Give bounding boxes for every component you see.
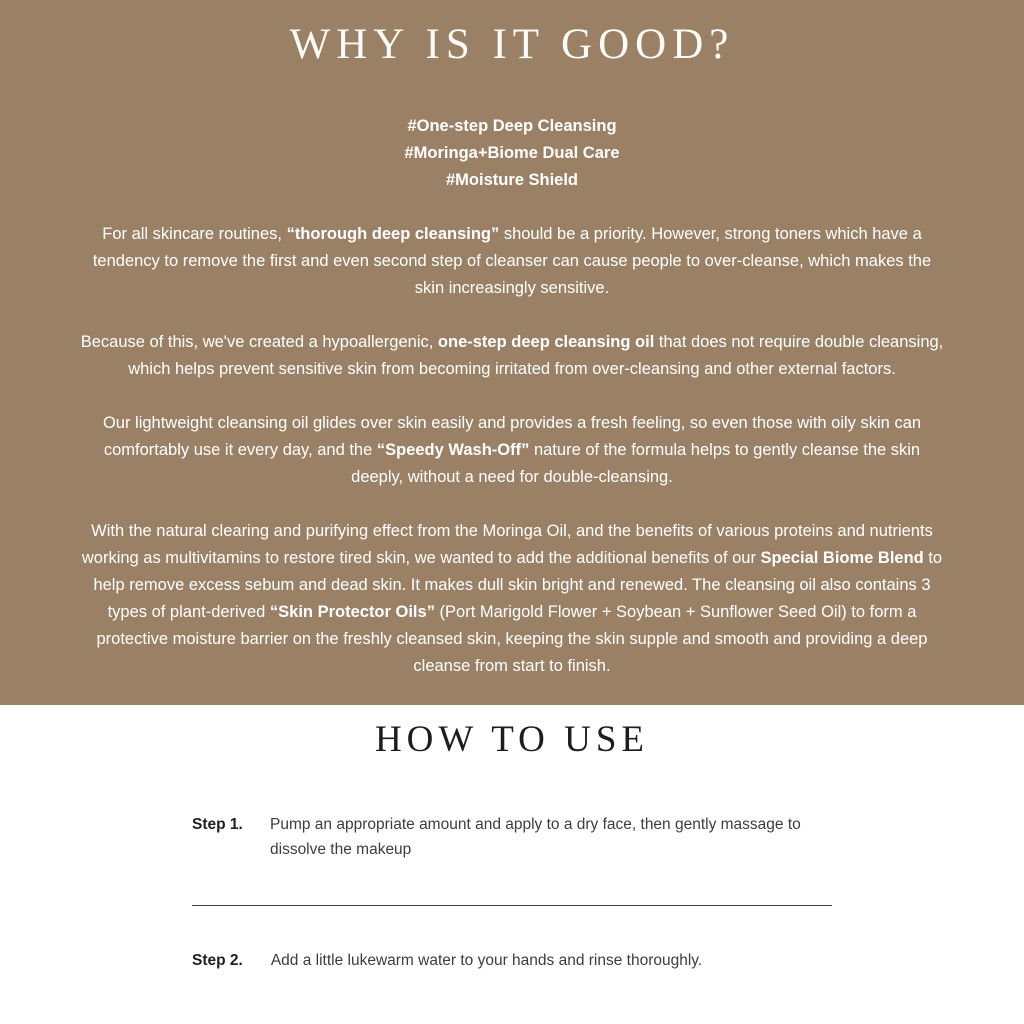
- body-paragraph: [76, 329, 948, 383]
- hashtag: #Moringa+Biome Dual Care: [404, 144, 620, 163]
- bold-phrase: “Speedy Wash-Off”: [376, 441, 530, 460]
- text-segment: Because of this, we've created a hypoallergenic,: [80, 333, 438, 352]
- bold-phrase: one-step deep cleansing oil: [437, 333, 655, 352]
- step-row: [192, 948, 832, 973]
- step-row: [192, 812, 832, 862]
- hashtag: #One-step Deep Cleansing: [407, 117, 617, 136]
- text-segment: should be a priority. However, strong toners which have a tendency to remove the first and even second step of cleanser can cause people to over-cleanse, which makes the skin increasingly sensitive.: [92, 225, 932, 298]
- why-good-paragraphs: [76, 221, 948, 680]
- step-text: Add a little lukewarm water to your hands and rinse thoroughly.: [270, 951, 703, 969]
- step-label: Step 1.: [192, 815, 243, 833]
- body-paragraph: [76, 410, 948, 491]
- hashtag-list: [0, 113, 1024, 194]
- step-label: Step 2.: [192, 951, 243, 969]
- text-segment: With the natural clearing and purifying effect from the Moringa Oil, and the benefits of various proteins and nutrients working as multivitamins to restore tired skin, we wanted to add the additional benefits of our: [81, 522, 933, 568]
- steps-list: [192, 812, 832, 973]
- text-segment: that does not require double cleansing, which helps prevent sensitive skin from becoming irritated from over-cleansing and other external factors.: [128, 333, 944, 379]
- bold-phrase: Special Biome Blend: [760, 549, 924, 568]
- text-segment: For all skincare routines,: [102, 225, 287, 244]
- text-segment: Our lightweight cleansing oil glides over skin easily and provides a fresh feeling, so even those with oily skin can comfortably use it every day, and the: [102, 414, 922, 460]
- text-segment: nature of the formula helps to gently cleanse the skin deeply, without a need for double-cleansing.: [351, 441, 921, 487]
- hashtag: #Moisture Shield: [445, 171, 579, 190]
- body-paragraph: [76, 518, 948, 680]
- bold-phrase: “Skin Protector Oils”: [269, 603, 435, 622]
- bold-phrase: “thorough deep cleansing”: [286, 225, 500, 244]
- step-divider: [192, 905, 832, 906]
- how-to-use-title: HOW TO USE: [374, 719, 650, 761]
- step-text: Pump an appropriate amount and apply to a dry face, then gently massage to dissolve the makeup: [270, 815, 801, 858]
- text-segment: to help remove excess sebum and dead skin. It makes dull skin bright and renewed. The cleansing oil also contains 3 types of plant-derived: [93, 549, 943, 622]
- why-good-title: WHY IS IT GOOD?: [289, 21, 735, 68]
- body-paragraph: [76, 221, 948, 302]
- text-segment: (Port Marigold Flower + Soybean + Sunflower Seed Oil) to form a protective moisture barrier on the freshly cleansed skin, keeping the skin supple and smooth and providing a deep cleanse from start to finish.: [96, 603, 928, 676]
- how-to-use-section: [0, 705, 1024, 973]
